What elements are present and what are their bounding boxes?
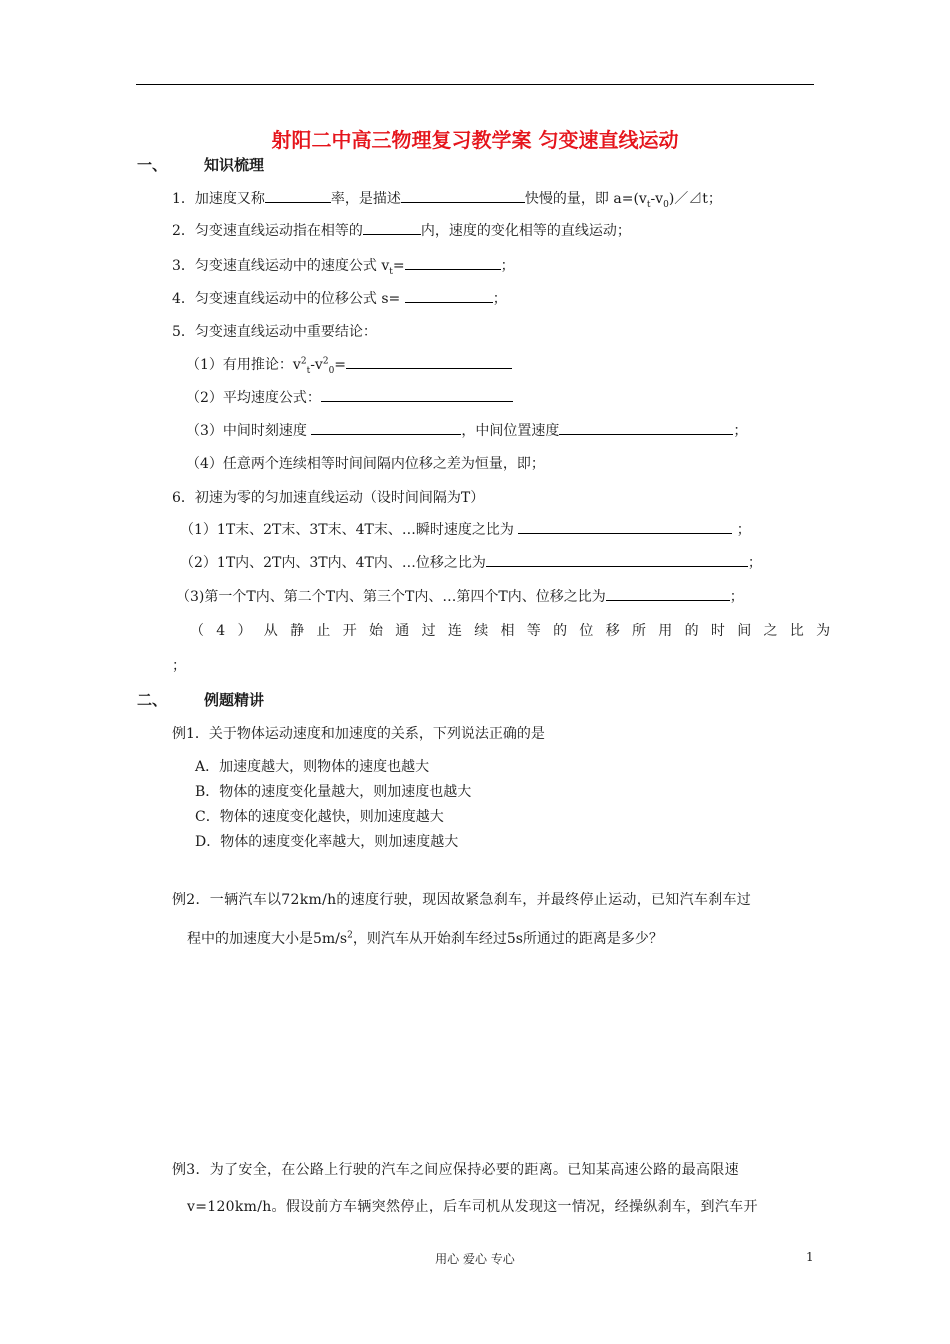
- knowledge-item-6-4-end: ；: [172, 658, 186, 674]
- answer-blank[interactable]: [363, 220, 421, 235]
- example3-line1: 例3．为了安全，在公路上行驶的汽车之间应保持必要的距离。已知某高速公路的最高限速: [172, 1162, 739, 1178]
- section2-number: 二、: [137, 691, 168, 709]
- answer-blank[interactable]: [559, 420, 733, 435]
- footer-text: 用心 爱心 专心: [435, 1252, 515, 1266]
- answer-blank[interactable]: [606, 586, 730, 601]
- knowledge-item-2: 2．匀变速直线运动指在相等的 内，速度的变化相等的直线运动；: [172, 220, 631, 240]
- answer-blank[interactable]: [311, 420, 461, 435]
- example2-line2: 程中的加速度大小是$5m/s^2$，则汽车从开始刹车经过5s所通过的距离是多少？: [187, 930, 663, 947]
- example1-question: 例1．关于物体运动速度和加速度的关系，下列说法正确的是: [172, 726, 545, 742]
- example1-option-a: A．加速度越大，则物体的速度也越大: [195, 759, 430, 775]
- knowledge-item-3: 3．匀变速直线运动中的速度公式 $v_t=$ ；: [172, 255, 515, 277]
- knowledge-item-6-1: （1）1T末、2T末、3T末、4T末、…瞬时速度之比为 ；: [180, 519, 751, 539]
- answer-blank[interactable]: [346, 354, 512, 369]
- answer-blank[interactable]: [321, 387, 513, 402]
- page-number: 1: [806, 1250, 814, 1264]
- example2-line1: 例2．一辆汽车以72km/h的速度行驶，现因故紧急刹车，并最终停止运动，已知汽车刹车过: [172, 892, 752, 908]
- knowledge-item-5-1: （1）有用推论：$v^2_t-v^2_0=$: [186, 354, 512, 376]
- answer-blank[interactable]: [405, 255, 501, 270]
- knowledge-item-1: 1．加速度又称 率，是描述 快慢的量，即 $a=(v_t-v_0)/⊿t$；: [172, 188, 722, 210]
- knowledge-item-4: 4．匀变速直线运动中的位移公式 s= ；: [172, 288, 507, 308]
- answer-blank[interactable]: [405, 288, 493, 303]
- knowledge-item-5-4: （4）任意两个连续相等时间间隔内位移之差为恒量，即；: [186, 456, 545, 472]
- knowledge-item-6-3: （3)第一个T内、第二个T内、第三个T内、…第四个T内、位移之比为 ；: [176, 586, 744, 606]
- answer-blank[interactable]: [401, 188, 525, 203]
- knowledge-item-5-2: （2）平均速度公式：: [186, 387, 513, 407]
- knowledge-item-6-4: （4）从静止开始通过连续相等的位移所用的时间之比为: [190, 623, 843, 639]
- section1-heading: 知识梳理: [204, 156, 265, 174]
- example1-option-d: D．物体的速度变化率越大，则加速度越大: [195, 834, 459, 850]
- example1-option-b: B．物体的速度变化量越大，则加速度也越大: [195, 784, 472, 800]
- section2-heading: 例题精讲: [204, 691, 265, 709]
- page-title: 射阳二中高三物理复习教学案 匀变速直线运动: [271, 128, 679, 152]
- knowledge-item-5: 5．匀变速直线运动中重要结论：: [172, 324, 377, 340]
- header-rule: [136, 84, 814, 85]
- knowledge-item-5-3: （3）中间时刻速度 ，中间位置速度 ；: [186, 420, 747, 440]
- knowledge-item-6: 6．初速为零的匀加速直线运动（设时间间隔为T）: [172, 490, 485, 506]
- answer-blank[interactable]: [486, 552, 748, 567]
- example1-option-c: C．物体的速度变化越快，则加速度越大: [195, 809, 444, 825]
- example3-line2: v=120km/h。假设前方车辆突然停止，后车司机从发现这一情况，经操纵刹车，到汽车开: [187, 1199, 758, 1215]
- answer-blank[interactable]: [518, 519, 732, 534]
- section1-number: 一、: [137, 156, 168, 174]
- knowledge-item-6-2: （2）1T内、2T内、3T内、4T内、…位移之比为 ；: [180, 552, 762, 572]
- answer-blank[interactable]: [265, 188, 331, 203]
